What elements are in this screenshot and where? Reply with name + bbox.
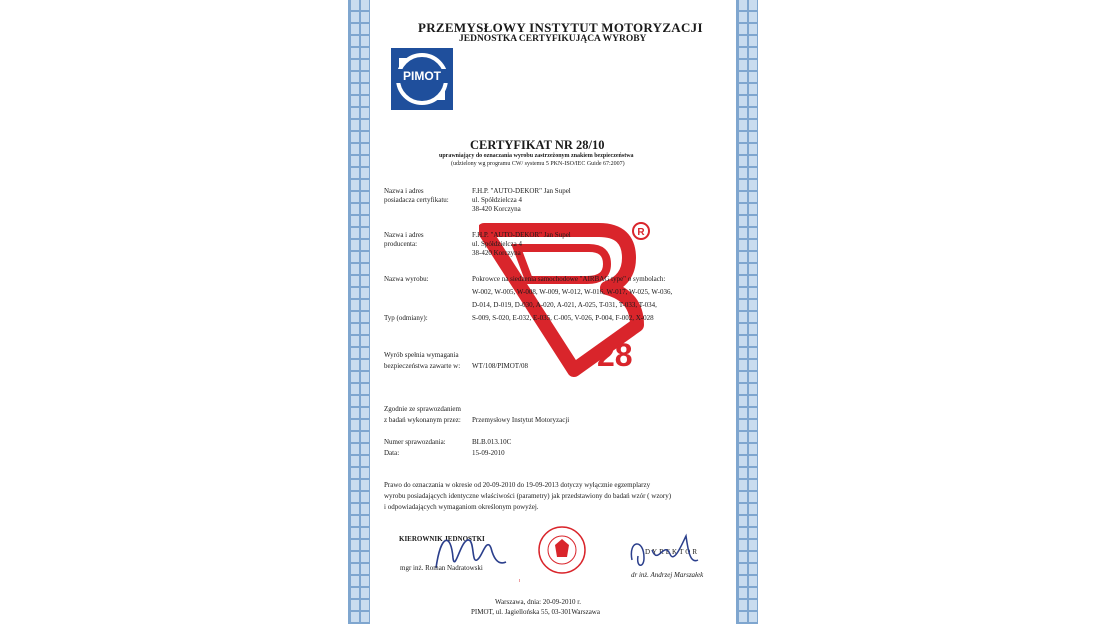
product-name-value: Pokrowce na siedzenia samochodowe "AIRBAG type" o symbolach: (472, 275, 666, 283)
validity-line-3: i odpowiadających wymaganiom określonym powyżej. (384, 503, 539, 511)
producer-label-2: producenta: (384, 240, 418, 248)
left-signatory-title: KIEROWNIK JEDNOSTKI (399, 535, 485, 543)
product-name-label: Nazwa wyrobu: (384, 275, 429, 283)
certificate-subtitle: uprawniający do oznaczania wyrobu zastrzeżonym znakiem bezpieczeństwa (439, 153, 634, 159)
official-seal (537, 525, 587, 575)
product-symbols-1: W-002, W-005, W-008, W-009, W-012, W-016, W-017, W-025, W-036, (472, 288, 673, 296)
footer-date: Warszawa, dnia: 20-09-2010 r. (495, 598, 581, 606)
type-label: Typ (odmiany): (384, 314, 428, 322)
left-signatory-name: mgr inż. Roman Nadratowski (400, 564, 483, 572)
registered-symbol: R (637, 227, 645, 238)
report-date-value: 15-09-2010 (472, 449, 505, 457)
decorative-border-right (736, 0, 758, 624)
report-number-value: BLB.013.10C (472, 438, 512, 446)
product-symbols-3: S-009, S-020, E-032, E-035, C-005, V-026, P-004, F-002, X-028 (472, 314, 654, 322)
requirements-label-2: bezpieczeństwa zawarte w: (384, 362, 461, 370)
validity-line-2: wyrobu posiadających identyczne właściwości (parametry) jak przedstawiony do badań wzór ( wzory) (384, 492, 672, 500)
right-signature (624, 530, 704, 575)
right-signatory-name: dr inż. Andrzej Marszałek (631, 571, 704, 579)
producer-street: ul. Spółdzielcza 4 (472, 240, 522, 248)
report-label-2: z badań wykonanym przez: (384, 416, 461, 424)
requirements-value: WT/108/PIMOT/08 (472, 362, 528, 370)
producer-label-1: Nazwa i adres (384, 231, 424, 239)
institute-name: PRZEMYSŁOWY INSTYTUT MOTORYZACJI (418, 20, 703, 35)
footer-address: PIMOT, ul. Jagiellońska 55, 03-301Warszawa (471, 608, 600, 616)
holder-street: ul. Spółdzielcza 4 (472, 196, 522, 204)
certificate-title: CERTYFIKAT NR 28/10 (470, 138, 605, 152)
decorative-border-left (348, 0, 370, 624)
producer-name: F.H.P. "AUTO-DEKOR" Jan Supel (472, 231, 571, 239)
report-value: Przemysłowy Instytut Motoryzacji (472, 416, 570, 424)
holder-label-2: posiadacza certyfikatu: (384, 196, 449, 204)
holder-label-1: Nazwa i adres (384, 187, 424, 195)
validity-line-1: Prawo do oznaczania w okresie od 20-09-2010 do 19-09-2013 dotyczy wyłącznie egzemplarzy (384, 481, 651, 489)
report-number-label: Numer sprawozdania: (384, 438, 446, 446)
report-label-1: Zgodnie ze sprawozdaniem (384, 405, 461, 413)
holder-name: F.H.P. "AUTO-DEKOR" Jan Supel (472, 187, 571, 195)
seal-text (519, 578, 520, 583)
certificate-document (369, 0, 735, 624)
mark-number: 28 (597, 337, 633, 373)
requirements-label-1: Wyrób spełnia wymagania (384, 351, 459, 359)
logo-text: PIMOT (391, 69, 453, 83)
pimot-logo (391, 48, 453, 110)
right-signatory-title: DYREKTOR (645, 548, 699, 556)
certificate-subtitle-2: (udzielony wg programu CW/ systemu 5 PKN-ISO/IEC Guide 67:2007) (451, 161, 625, 167)
product-symbols-2: D-014, D-019, D-030, A-020, A-021, A-025, T-031, T-033, T-034, (472, 301, 657, 309)
unit-name: JEDNOSTKA CERTYFIKUJĄCA WYROBY (459, 34, 647, 44)
holder-city: 38-420 Korczyna (472, 205, 521, 213)
producer-city: 38-420 Korczyna (472, 249, 521, 257)
report-date-label: Data: (384, 449, 400, 457)
